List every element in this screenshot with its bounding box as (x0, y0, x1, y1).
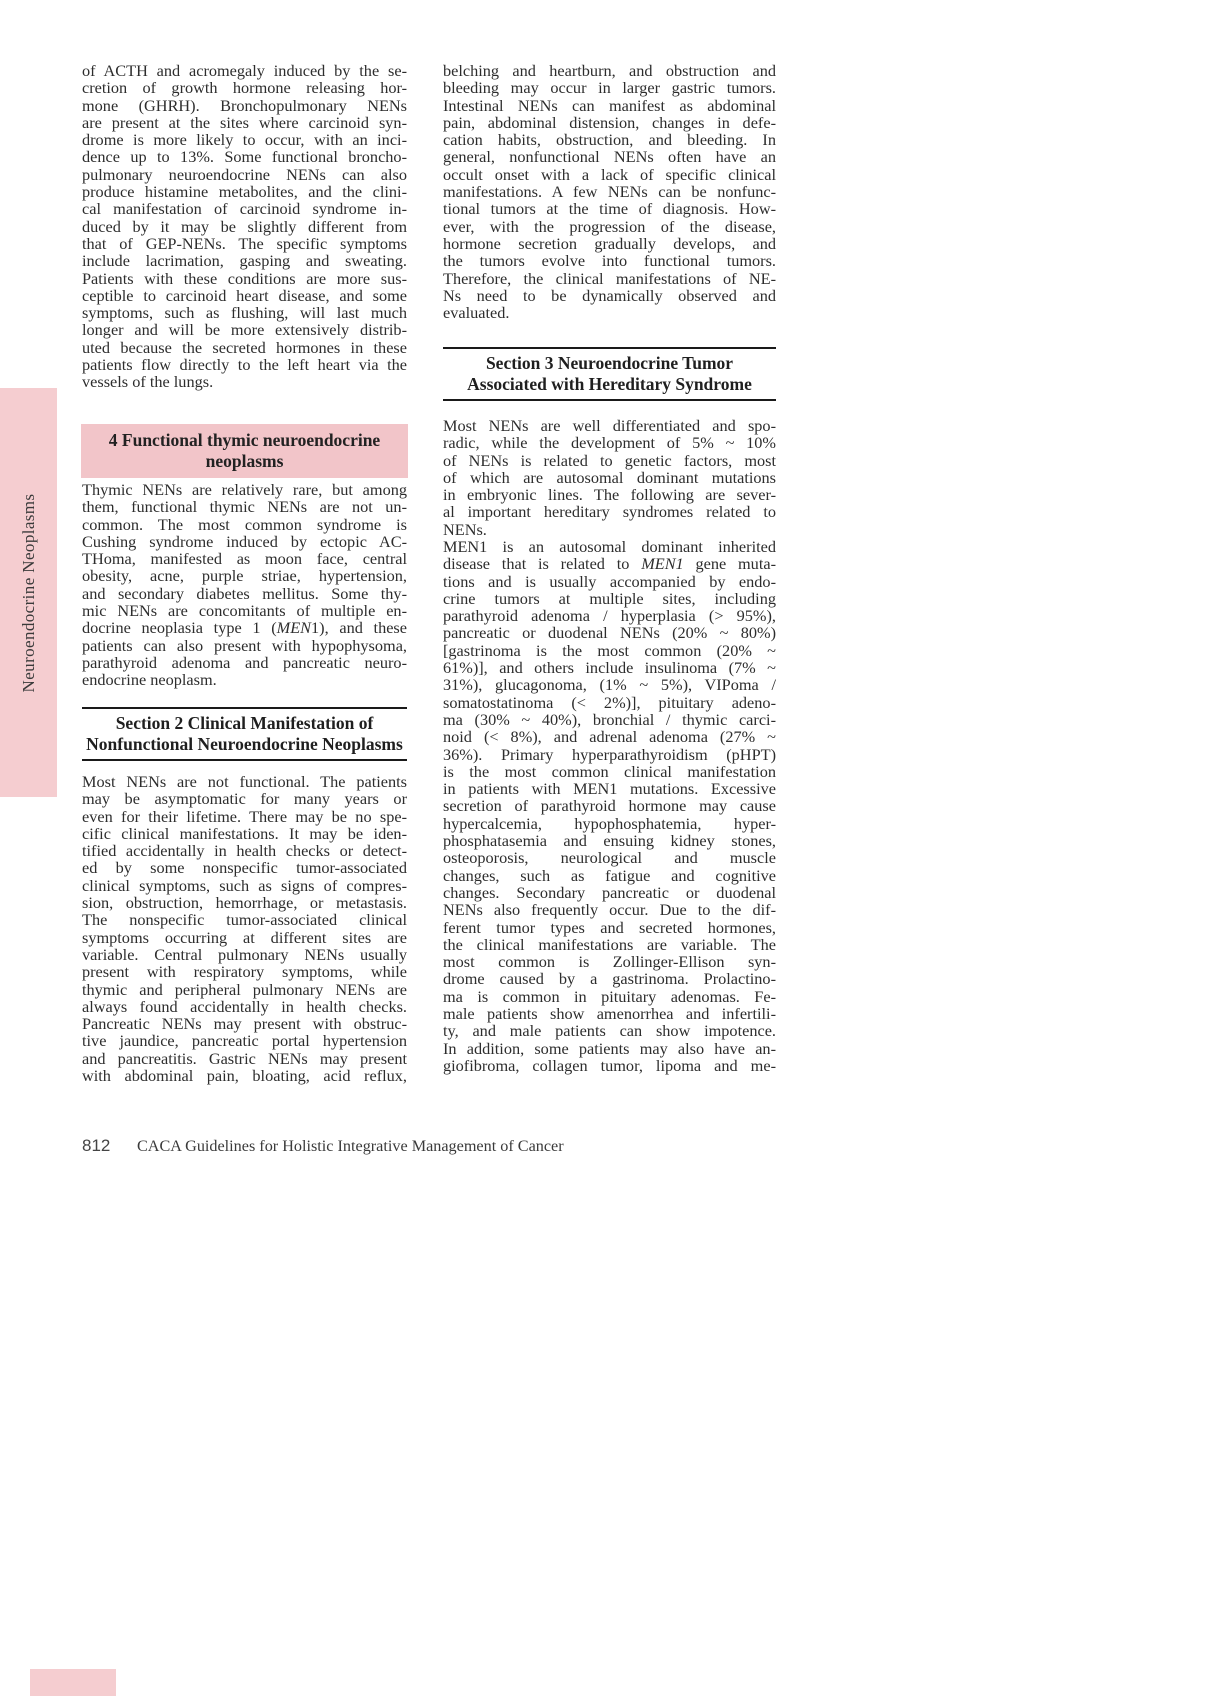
page-number: 812 (82, 1136, 111, 1155)
section-3-heading-line1: Section 3 Neuroendocrine Tumor (485, 353, 734, 373)
chapter-side-tab-label: Neuroendocrine Neoplasms (18, 493, 38, 692)
heading-4-line2: neoplasms (205, 451, 284, 471)
footer-running-title: CACA Guidelines for Holistic Integrative Management of Cancer (137, 1137, 564, 1155)
paragraph-belching-continuation: belching and heartburn, and obstruction and bleeding may occur in larger gastric tumors. Intestinal NENs can manifest as abdominal pain, abdominal distension, changes in defe- cation habits, obstruction, and bleeding. In general, nonfunctional NENs often have an occult onset with a lack of specific clinical manifestations. A few NENs can be nonfunc- tional tumors at the time of diagnosis. How- ever, with the progression of the disease, hormone secretion gradually develops, and the tumors evolve into functional tumors. Therefore, the clinical manifestations of NE- Ns need to be dynamically observed and evaluated. (443, 61, 776, 323)
section-3-heading-line2: Associated with Hereditary Syndrome (467, 374, 752, 394)
chapter-side-tab (0, 388, 57, 797)
paragraph-acth-continuation: of ACTH and acromegaly induced by the se- cretion of growth hormone releasing hor- mone (GHRH). Bronchopulmonary NENs are present at the sites where carcinoid syn- drome is more likely to occur, with an inci- dence up to 13%. Some functional broncho- pulmonary neuroendocrine NENs can also produce histamine metabolites, and the clini- cal manifestation of carcinoid syndrome in- duced by it may be slightly different from that of GEP-NENs. The specific symptoms include lacrimation, gasping and sweating. Patients with these conditions are more sus- ceptible to carcinoid heart disease, and some symptoms, such as flushing, will last much longer and will be more extensively distrib- uted because the secreted hormones in these patients flow directly to the left heart via the vessels of the lungs. (82, 61, 407, 392)
section-2-heading-line2: Nonfunctional Neuroendocrine Neoplasms (86, 734, 403, 754)
paragraph-hereditary-intro: Most NENs are well differentiated and spo- radic, while the development of 5% ~ 10% of NENs is related to genetic factors, most of which are autosomal dominant mutations in embryonic lines. The following are sever- al important hereditary syndromes related to NENs. (443, 416, 776, 539)
paragraph-thymic-nens: Thymic NENs are relatively rare, but among them, functional thymic NENs are not un- common. The most common syndrome is Cushing syndrome induced by ectopic AC- THoma, manifested as moon face, central obesity, acne, purple striae, hypertension, and secondary diabetes mellitus. Some thy- mic NENs are concomitants of multiple en- docrine neoplasia type 1 (MEN1), and these patients can also present with hypophysoma, parathyroid adenoma and pancreatic neuro- endocrine neoplasm. (82, 480, 407, 690)
section-3-heading (443, 347, 776, 401)
bottom-accent-bar (30, 1669, 116, 1696)
heading-4-line1: 4 Functional thymic neuroendocrine (108, 430, 381, 450)
paragraph-men1: MEN1 is an autosomal dominant inherited disease that is related to MEN1 gene muta- tions and is usually accompanied by endo- crine tumors at multiple sites, including parathyroid adenoma / hyperplasia (> 95%), pancreatic or duodenal NENs (20% ~ 80%) [gastrinoma is the most common (20% ~ 61%)], and others include insulinoma (7% ~ 31%), glucagonoma, (1% ~ 5%), VIPoma / somatostatinoma (< 2%)], pituitary adeno- ma (30% ~ 40%), bronchial / thymic carci- noid (< 8%), and adrenal adenoma (27% ~ 36%). Primary hyperparathyroidism (pHPT) is the most common clinical manifestation in patients with MEN1 mutations. Excessive secretion of parathyroid hormone may cause hypercalcemia, hypophosphatemia, hyper- phosphatasemia and ensuing kidney stones, osteoporosis, neurological and muscle changes, such as fatigue and cognitive changes. Secondary pancreatic or duodenal NENs also frequently occur. Due to the dif- ferent tumor types and secreted hormones, the clinical manifestations are variable. The most common is Zollinger-Ellison syn- drome caused by a gastrinoma. Prolactino- ma is common in pituitary adenomas. Fe- male patients show amenorrhea and infertili- ty, and male patients can show impotence. In addition, some patients may also have an- giofibroma, collagen tumor, lipoma and me- (443, 537, 776, 1075)
section-2-heading-line1: Section 2 Clinical Manifestation of (115, 713, 374, 733)
section-2-heading (82, 707, 407, 761)
paragraph-most-nens-not-functional: Most NENs are not functional. The patients may be asymptomatic for many years or even for their lifetime. There may be no spe- cific clinical manifestations. It may be iden- tified accidentally in health checks or detect- ed by some nonspecific tumor-associated clinical symptoms, such as signs of compres- sion, obstruction, hemorrhage, or metastasis. The nonspecific tumor-associated clinical symptoms occurring at different sites are variable. Central pulmonary NENs usually present with respiratory symptoms, while thymic and peripheral pulmonary NENs are always found accidentally in health checks. Pancreatic NENs may present with obstruc- tive jaundice, pancreatic portal hypertension and pancreatitis. Gastric NENs may present with abdominal pain, bloating, acid reflux, (82, 772, 407, 1086)
page-footer (82, 1136, 782, 1158)
heading-4-functional-thymic (81, 424, 408, 478)
